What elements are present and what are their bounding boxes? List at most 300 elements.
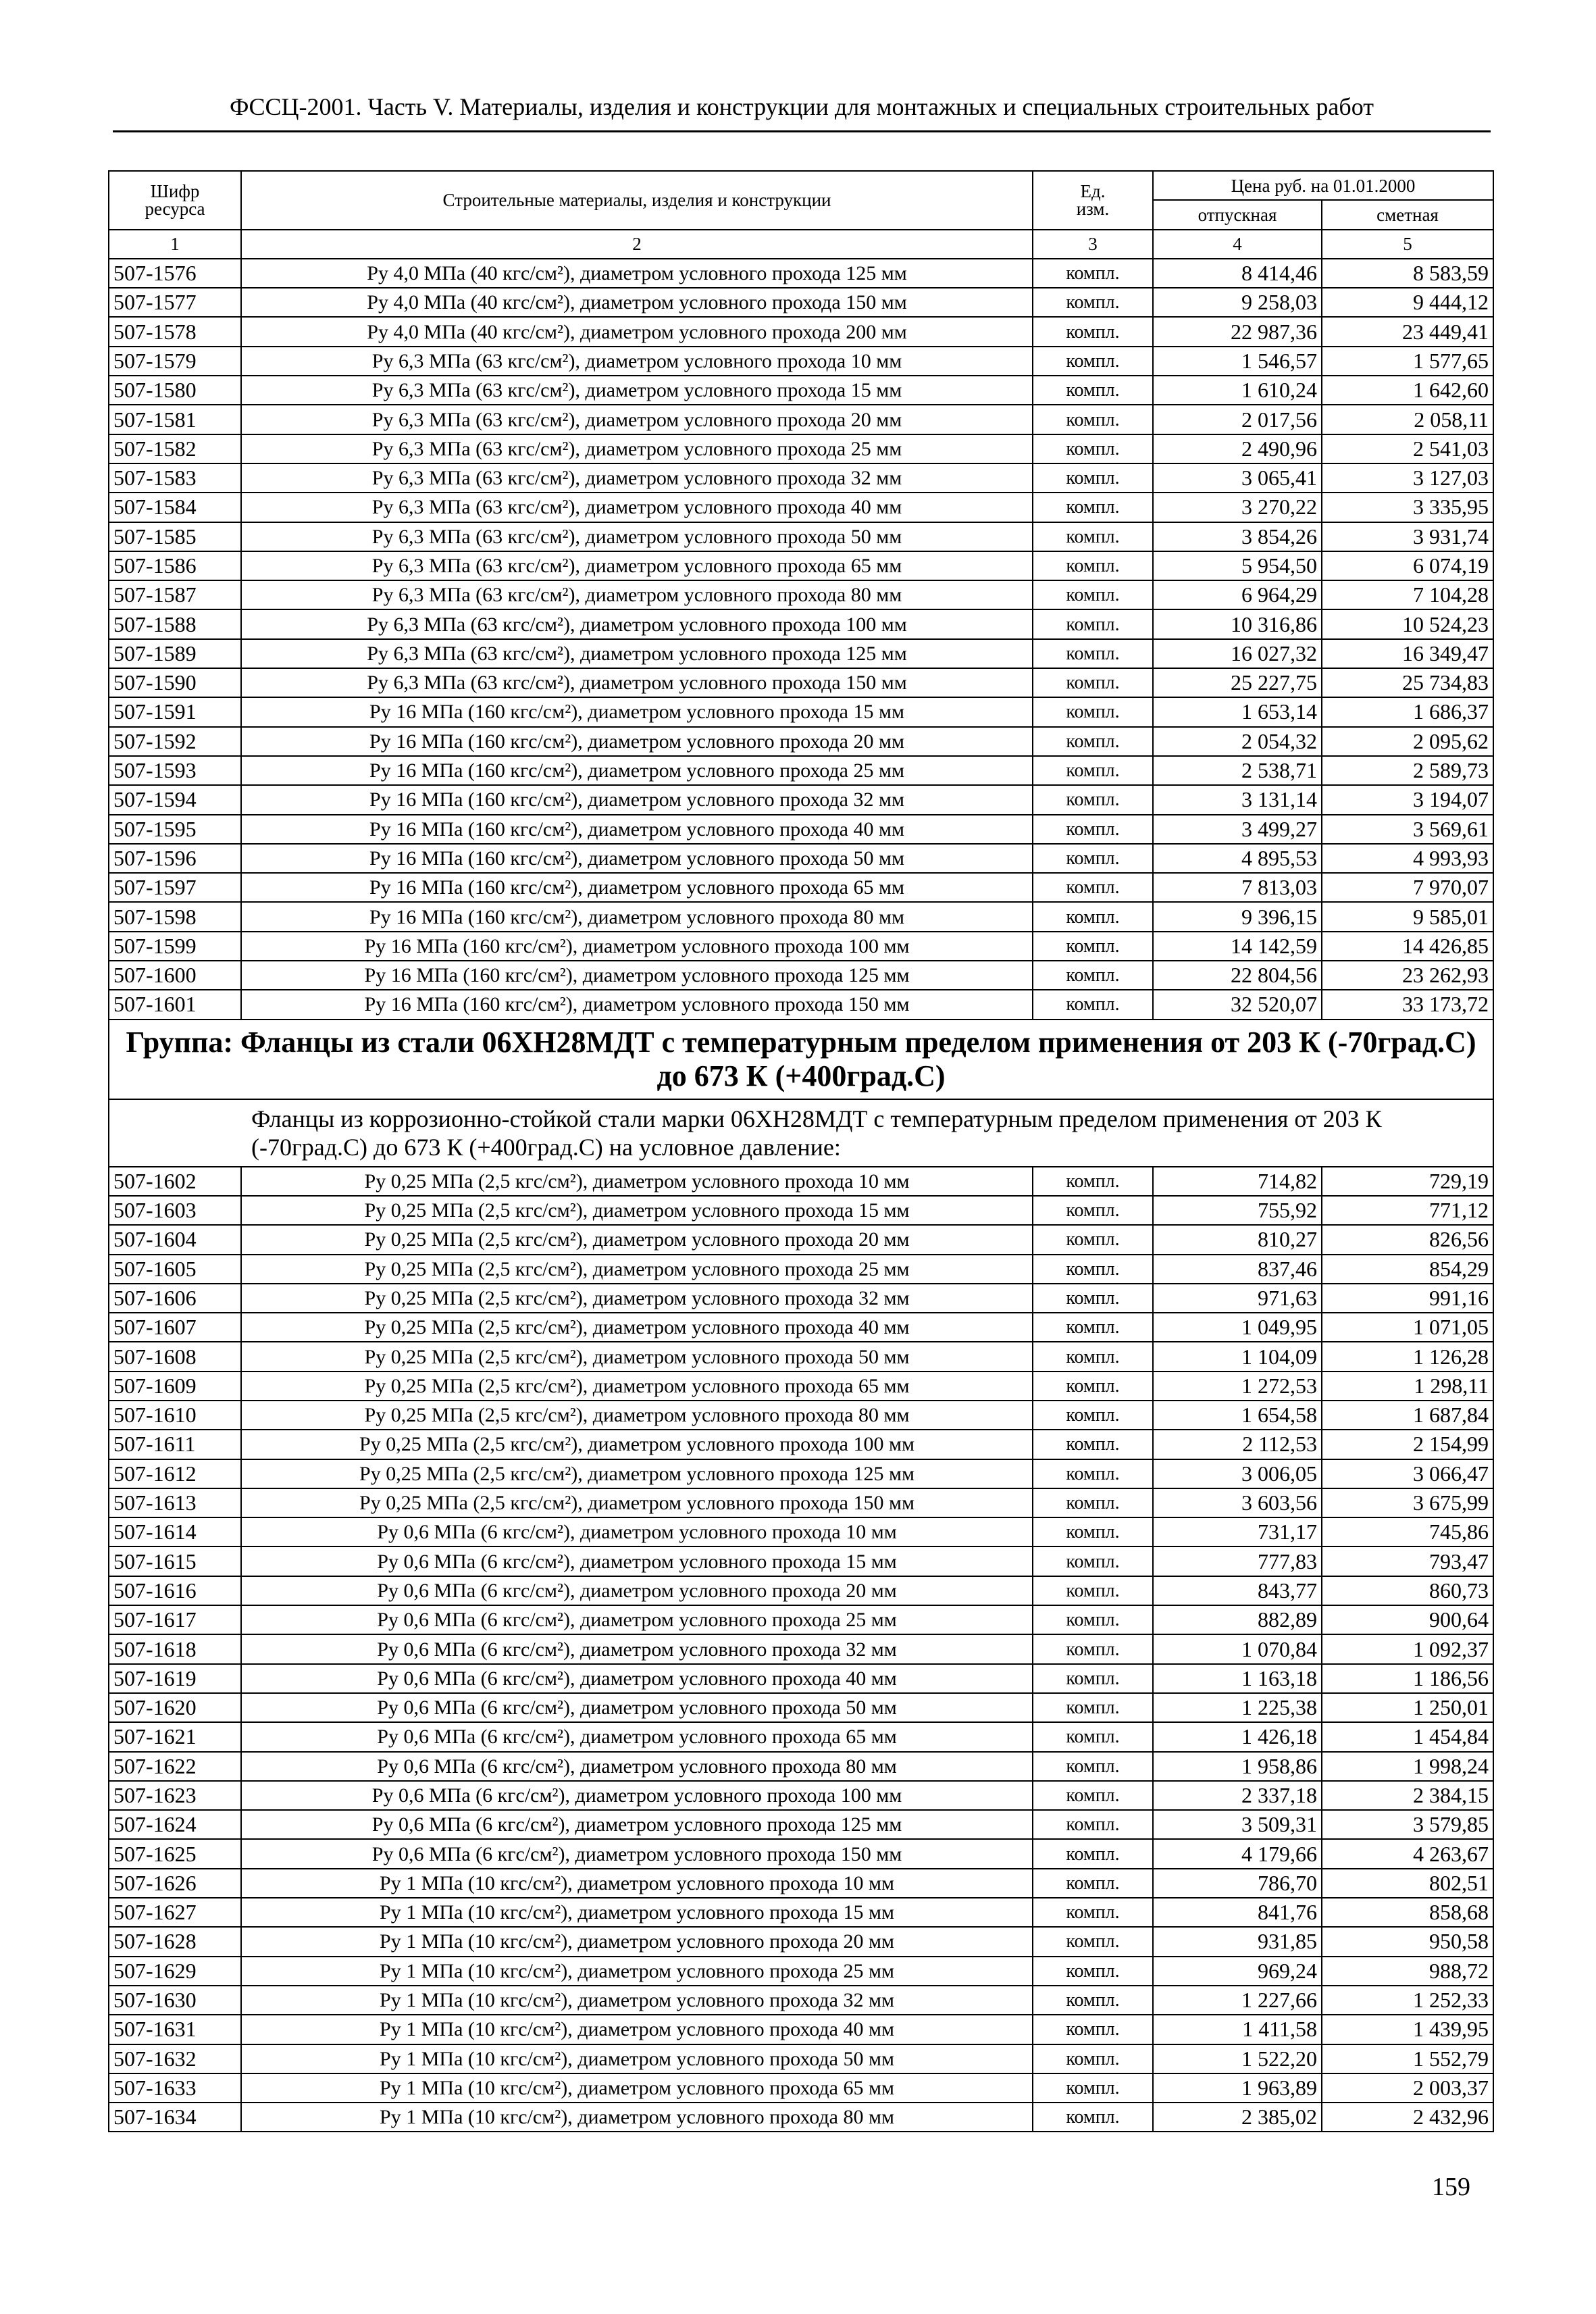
estimate-price-cell: 2 058,11 [1322,405,1493,434]
material-name-cell: Ру 16 МПа (160 кгс/см²), диаметром условного прохода 25 мм [241,756,1033,785]
unit-cell: компл. [1033,1781,1153,1810]
material-name-cell: Ру 0,25 МПа (2,5 кгс/см²), диаметром условного прохода 10 мм [241,1167,1033,1196]
material-name-cell: Ру 16 МПа (160 кгс/см²), диаметром условного прохода 15 мм [241,697,1033,726]
resource-code-cell: 507-1592 [109,727,241,756]
material-name-cell: Ру 6,3 МПа (63 кгс/см²), диаметром условного прохода 80 мм [241,580,1033,609]
release-price-cell: 2 385,02 [1153,2103,1322,2132]
material-name-cell: Ру 1 МПа (10 кгс/см²), диаметром условного прохода 40 мм [241,2015,1033,2044]
unit-cell: компл. [1033,609,1153,638]
table-row [109,405,1493,434]
resource-code-cell: 507-1599 [109,932,241,961]
resource-code-cell: 507-1634 [109,2103,241,2132]
resource-code-cell: 507-1611 [109,1430,241,1459]
release-price-cell: 9 396,15 [1153,902,1322,931]
unit-cell: компл. [1033,785,1153,814]
resource-code-cell: 507-1612 [109,1459,241,1488]
estimate-price-cell: 1 298,11 [1322,1372,1493,1401]
resource-code-cell: 507-1618 [109,1634,241,1663]
table-row [109,1605,1493,1634]
estimate-price-cell: 16 349,47 [1322,639,1493,668]
resource-code-cell: 507-1632 [109,2044,241,2073]
material-name-cell: Ру 0,25 МПа (2,5 кгс/см²), диаметром условного прохода 80 мм [241,1401,1033,1430]
material-name-cell: Ру 0,6 МПа (6 кгс/см²), диаметром условного прохода 125 мм [241,1810,1033,1839]
unit-cell: компл. [1033,1927,1153,1956]
release-price-cell: 5 954,50 [1153,551,1322,580]
material-name-cell: Ру 16 МПа (160 кгс/см²), диаметром условного прохода 32 мм [241,785,1033,814]
table-row [109,1255,1493,1284]
table-row [109,1284,1493,1313]
estimate-price-cell: 1 577,65 [1322,347,1493,376]
resource-code-cell: 507-1584 [109,493,241,522]
resource-code-cell: 507-1598 [109,902,241,931]
unit-cell: компл. [1033,1517,1153,1546]
unit-cell: компл. [1033,1372,1153,1401]
release-price-cell: 1 227,66 [1153,1986,1322,2015]
resource-code-cell: 507-1589 [109,639,241,668]
resource-code-cell: 507-1602 [109,1167,241,1196]
material-name-cell: Ру 1 МПа (10 кгс/см²), диаметром условного прохода 10 мм [241,1869,1033,1898]
table-row [109,259,1493,288]
unit-cell: компл. [1033,902,1153,931]
unit-cell: компл. [1033,493,1153,522]
resource-code-cell: 507-1576 [109,259,241,288]
unit-cell: компл. [1033,1313,1153,1342]
column-index: 1 [109,230,241,259]
estimate-price-cell: 950,58 [1322,1927,1493,1956]
estimate-price-cell: 6 074,19 [1322,551,1493,580]
unit-cell: компл. [1033,405,1153,434]
material-name-cell: Ру 6,3 МПа (63 кгс/см²), диаметром условного прохода 32 мм [241,463,1033,493]
estimate-price-cell: 2 154,99 [1322,1430,1493,1459]
unit-cell: компл. [1033,2015,1153,2044]
estimate-price-cell: 1 126,28 [1322,1342,1493,1371]
release-price-cell: 777,83 [1153,1546,1322,1576]
material-name-cell: Ру 0,6 МПа (6 кгс/см²), диаметром условного прохода 32 мм [241,1634,1033,1663]
table-row [109,376,1493,405]
resource-code-cell: 507-1578 [109,317,241,346]
release-price-cell: 32 520,07 [1153,990,1322,1019]
unit-cell: компл. [1033,1664,1153,1693]
release-price-cell: 3 499,27 [1153,815,1322,844]
table-row [109,288,1493,317]
unit-cell: компл. [1033,1225,1153,1254]
header-divider [113,130,1491,132]
release-price-cell: 731,17 [1153,1517,1322,1546]
estimate-price-cell: 7 970,07 [1322,873,1493,902]
estimate-price-cell: 1 687,84 [1322,1401,1493,1430]
estimate-price-cell: 3 931,74 [1322,522,1493,551]
unit-cell: компл. [1033,932,1153,961]
material-name-cell: Ру 0,25 МПа (2,5 кгс/см²), диаметром условного прохода 150 мм [241,1488,1033,1517]
estimate-price-cell: 2 095,62 [1322,727,1493,756]
resource-code-cell: 507-1607 [109,1313,241,1342]
table-row [109,815,1493,844]
unit-cell: компл. [1033,1546,1153,1576]
material-name-cell: Ру 6,3 МПа (63 кгс/см²), диаметром условного прохода 150 мм [241,668,1033,697]
table-row [109,1693,1493,1722]
table-row [109,902,1493,931]
resource-code-cell: 507-1616 [109,1576,241,1605]
unit-cell: компл. [1033,259,1153,288]
estimate-price-cell: 802,51 [1322,1869,1493,1898]
unit-cell: компл. [1033,756,1153,785]
unit-cell: компл. [1033,1810,1153,1839]
estimate-price-cell: 826,56 [1322,1225,1493,1254]
unit-cell: компл. [1033,1634,1153,1663]
material-name-cell: Ру 0,6 МПа (6 кгс/см²), диаметром условного прохода 10 мм [241,1517,1033,1546]
unit-cell: компл. [1033,727,1153,756]
material-name-cell: Ру 16 МПа (160 кгс/см²), диаметром условного прохода 20 мм [241,727,1033,756]
release-price-cell: 22 804,56 [1153,961,1322,990]
estimate-price-cell: 14 426,85 [1322,932,1493,961]
estimate-price-cell: 2 003,37 [1322,2073,1493,2103]
group-description: Фланцы из коррозионно-стойкой стали марки 06ХН28МДТ с температурным пределом применения от 203 К (-70град.С) до 673 К (+400град.С) на условное давление: [109,1099,1493,1167]
resource-code-cell: 507-1582 [109,434,241,463]
unit-cell: компл. [1033,1488,1153,1517]
material-name-cell: Ру 1 МПа (10 кгс/см²), диаметром условного прохода 65 мм [241,2073,1033,2103]
estimate-price-cell: 9 585,01 [1322,902,1493,931]
unit-cell: компл. [1033,376,1153,405]
resource-code-cell: 507-1620 [109,1693,241,1722]
unit-cell: компл. [1033,1459,1153,1488]
estimate-price-cell: 745,86 [1322,1517,1493,1546]
resource-code-cell: 507-1585 [109,522,241,551]
unit-cell: компл. [1033,522,1153,551]
material-name-cell: Ру 6,3 МПа (63 кгс/см²), диаметром условного прохода 25 мм [241,434,1033,463]
release-price-cell: 3 854,26 [1153,522,1322,551]
table-row [109,1781,1493,1810]
table-row [109,1342,1493,1371]
material-name-cell: Ру 6,3 МПа (63 кгс/см²), диаметром условного прохода 50 мм [241,522,1033,551]
estimate-price-cell: 1 439,95 [1322,2015,1493,2044]
release-price-cell: 1 272,53 [1153,1372,1322,1401]
column-index: 3 [1033,230,1153,259]
release-price-cell: 2 112,53 [1153,1430,1322,1459]
release-price-cell: 16 027,32 [1153,639,1322,668]
column-header-code-line1: Шифр [150,181,200,202]
resource-code-cell: 507-1579 [109,347,241,376]
material-name-cell: Ру 6,3 МПа (63 кгс/см²), диаметром условного прохода 20 мм [241,405,1033,434]
column-header-release: отпускная [1153,200,1322,229]
table-row [109,1196,1493,1225]
release-price-cell: 2 337,18 [1153,1781,1322,1810]
material-name-cell: Ру 4,0 МПа (40 кгс/см²), диаметром условного прохода 125 мм [241,259,1033,288]
release-price-cell: 6 964,29 [1153,580,1322,609]
resource-code-cell: 507-1604 [109,1225,241,1254]
table-row [109,1488,1493,1517]
estimate-price-cell: 2 589,73 [1322,756,1493,785]
column-header-unit-line2: изм. [1076,199,1110,220]
release-price-cell: 1 654,58 [1153,1401,1322,1430]
table-row [109,580,1493,609]
resource-code-cell: 507-1610 [109,1401,241,1430]
material-name-cell: Ру 16 МПа (160 кгс/см²), диаметром условного прохода 40 мм [241,815,1033,844]
resource-code-cell: 507-1630 [109,1986,241,2015]
table-row [109,1722,1493,1751]
group-description-row [109,1099,1493,1167]
release-price-cell: 714,82 [1153,1167,1322,1196]
table-row [109,990,1493,1019]
release-price-cell: 971,63 [1153,1284,1322,1313]
estimate-price-cell: 900,64 [1322,1605,1493,1634]
unit-cell: компл. [1033,288,1153,317]
resource-code-cell: 507-1600 [109,961,241,990]
release-price-cell: 882,89 [1153,1605,1322,1634]
material-name-cell: Ру 0,25 МПа (2,5 кгс/см²), диаметром условного прохода 32 мм [241,1284,1033,1313]
unit-cell: компл. [1033,434,1153,463]
unit-cell: компл. [1033,580,1153,609]
material-name-cell: Ру 6,3 МПа (63 кгс/см²), диаметром условного прохода 65 мм [241,551,1033,580]
table-row [109,1752,1493,1781]
column-header-unit [1033,171,1153,230]
material-name-cell: Ру 0,6 МПа (6 кгс/см²), диаметром условного прохода 15 мм [241,1546,1033,1576]
material-name-cell: Ру 0,6 МПа (6 кгс/см²), диаметром условного прохода 20 мм [241,1576,1033,1605]
estimate-price-cell: 4 993,93 [1322,844,1493,873]
release-price-cell: 1 411,58 [1153,2015,1322,2044]
material-name-cell: Ру 0,6 МПа (6 кгс/см²), диаметром условного прохода 40 мм [241,1664,1033,1693]
unit-cell: компл. [1033,2103,1153,2132]
estimate-price-cell: 4 263,67 [1322,1839,1493,1868]
release-price-cell: 755,92 [1153,1196,1322,1225]
table-row [109,1927,1493,1956]
table-row [109,873,1493,902]
table-row [109,1459,1493,1488]
unit-cell: компл. [1033,1401,1153,1430]
estimate-price-cell: 1 642,60 [1322,376,1493,405]
release-price-cell: 786,70 [1153,1869,1322,1898]
table-row [109,2073,1493,2103]
unit-cell: компл. [1033,1898,1153,1927]
estimate-price-cell: 33 173,72 [1322,990,1493,1019]
unit-cell: компл. [1033,873,1153,902]
resource-code-cell: 507-1606 [109,1284,241,1313]
material-name-cell: Ру 0,25 МПа (2,5 кгс/см²), диаметром условного прохода 65 мм [241,1372,1033,1401]
release-price-cell: 1 522,20 [1153,2044,1322,2073]
estimate-price-cell: 2 541,03 [1322,434,1493,463]
resource-code-cell: 507-1603 [109,1196,241,1225]
unit-cell: компл. [1033,990,1153,1019]
table-row [109,1576,1493,1605]
table-row [109,1313,1493,1342]
release-price-cell: 1 653,14 [1153,697,1322,726]
estimate-price-cell: 793,47 [1322,1546,1493,1576]
resource-code-cell: 507-1594 [109,785,241,814]
material-name-cell: Ру 16 МПа (160 кгс/см²), диаметром условного прохода 50 мм [241,844,1033,873]
estimate-price-cell: 1 071,05 [1322,1313,1493,1342]
release-price-cell: 8 414,46 [1153,259,1322,288]
table-row [109,932,1493,961]
resource-code-cell: 507-1609 [109,1372,241,1401]
material-name-cell: Ру 0,25 МПа (2,5 кгс/см²), диаметром условного прохода 20 мм [241,1225,1033,1254]
estimate-price-cell: 988,72 [1322,1957,1493,1986]
resource-code-cell: 507-1614 [109,1517,241,1546]
release-price-cell: 4 895,53 [1153,844,1322,873]
unit-cell: компл. [1033,1255,1153,1284]
table-row [109,639,1493,668]
release-price-cell: 2 017,56 [1153,405,1322,434]
table-row [109,463,1493,493]
release-price-cell: 931,85 [1153,1927,1322,1956]
resource-code-cell: 507-1621 [109,1722,241,1751]
material-name-cell: Ру 0,6 МПа (6 кгс/см²), диаметром условного прохода 150 мм [241,1839,1033,1868]
unit-cell: компл. [1033,815,1153,844]
release-price-cell: 25 227,75 [1153,668,1322,697]
table-row [109,522,1493,551]
table-header-row [109,171,1493,200]
material-name-cell: Ру 4,0 МПа (40 кгс/см²), диаметром условного прохода 200 мм [241,317,1033,346]
resource-code-cell: 507-1633 [109,2073,241,2103]
resource-code-cell: 507-1628 [109,1927,241,1956]
release-price-cell: 9 258,03 [1153,288,1322,317]
unit-cell: компл. [1033,639,1153,668]
resource-code-cell: 507-1627 [109,1898,241,1927]
material-name-cell: Ру 16 МПа (160 кгс/см²), диаметром условного прохода 80 мм [241,902,1033,931]
release-price-cell: 969,24 [1153,1957,1322,1986]
material-name-cell: Ру 1 МПа (10 кгс/см²), диаметром условного прохода 25 мм [241,1957,1033,1986]
estimate-price-cell: 23 262,93 [1322,961,1493,990]
page-header-title: ФССЦ-2001. Часть V. Материалы, изделия и конструкции для монтажных и специальных строительных работ [230,93,1374,120]
estimate-price-cell: 1 092,37 [1322,1634,1493,1663]
estimate-price-cell: 991,16 [1322,1284,1493,1313]
unit-cell: компл. [1033,463,1153,493]
estimate-price-cell: 9 444,12 [1322,288,1493,317]
estimate-price-cell: 2 432,96 [1322,2103,1493,2132]
estimate-price-cell: 3 194,07 [1322,785,1493,814]
unit-cell: компл. [1033,697,1153,726]
resource-code-cell: 507-1577 [109,288,241,317]
table-row [109,1225,1493,1254]
release-price-cell: 14 142,59 [1153,932,1322,961]
material-name-cell: Ру 16 МПа (160 кгс/см²), диаметром условного прохода 100 мм [241,932,1033,961]
table-row [109,961,1493,990]
resource-code-cell: 507-1623 [109,1781,241,1810]
table-row [109,727,1493,756]
release-price-cell: 1 163,18 [1153,1664,1322,1693]
table-row [109,1372,1493,1401]
table-row [109,1869,1493,1898]
table-row [109,785,1493,814]
estimate-price-cell: 23 449,41 [1322,317,1493,346]
material-name-cell: Ру 0,6 МПа (6 кгс/см²), диаметром условного прохода 100 мм [241,1781,1033,1810]
material-name-cell: Ру 0,25 МПа (2,5 кгс/см²), диаметром условного прохода 100 мм [241,1430,1033,1459]
material-name-cell: Ру 0,6 МПа (6 кгс/см²), диаметром условного прохода 50 мм [241,1693,1033,1722]
resource-code-cell: 507-1587 [109,580,241,609]
unit-cell: компл. [1033,1284,1153,1313]
resource-code-cell: 507-1580 [109,376,241,405]
estimate-price-cell: 1 998,24 [1322,1752,1493,1781]
estimate-price-cell: 25 734,83 [1322,668,1493,697]
table-row [109,1898,1493,1927]
resource-code-cell: 507-1615 [109,1546,241,1576]
release-price-cell: 3 509,31 [1153,1810,1322,1839]
material-name-cell: Ру 4,0 МПа (40 кгс/см²), диаметром условного прохода 150 мм [241,288,1033,317]
material-name-cell: Ру 16 МПа (160 кгс/см²), диаметром условного прохода 65 мм [241,873,1033,902]
estimate-price-cell: 771,12 [1322,1196,1493,1225]
estimate-price-cell: 729,19 [1322,1167,1493,1196]
material-name-cell: Ру 1 МПа (10 кгс/см²), диаметром условного прохода 50 мм [241,2044,1033,2073]
resource-code-cell: 507-1591 [109,697,241,726]
table-row [109,317,1493,346]
release-price-cell: 1 225,38 [1153,1693,1322,1722]
column-index-row [109,230,1493,259]
unit-cell: компл. [1033,2044,1153,2073]
material-name-cell: Ру 6,3 МПа (63 кгс/см²), диаметром условного прохода 15 мм [241,376,1033,405]
material-name-cell: Ру 6,3 МПа (63 кгс/см²), диаметром условного прохода 40 мм [241,493,1033,522]
material-name-cell: Ру 0,6 МПа (6 кгс/см²), диаметром условного прохода 25 мм [241,1605,1033,1634]
resource-code-cell: 507-1622 [109,1752,241,1781]
resource-code-cell: 507-1595 [109,815,241,844]
table-row [109,1986,1493,2015]
estimate-price-cell: 858,68 [1322,1898,1493,1927]
material-name-cell: Ру 0,25 МПа (2,5 кгс/см²), диаметром условного прохода 25 мм [241,1255,1033,1284]
release-price-cell: 3 006,05 [1153,1459,1322,1488]
estimate-price-cell: 3 127,03 [1322,463,1493,493]
unit-cell: компл. [1033,1693,1153,1722]
material-name-cell: Ру 6,3 МПа (63 кгс/см²), диаметром условного прохода 100 мм [241,609,1033,638]
unit-cell: компл. [1033,347,1153,376]
material-name-cell: Ру 0,25 МПа (2,5 кгс/см²), диаметром условного прохода 15 мм [241,1196,1033,1225]
column-index: 4 [1153,230,1322,259]
release-price-cell: 843,77 [1153,1576,1322,1605]
table-row [109,697,1493,726]
table-row [109,551,1493,580]
group-heading-row [109,1020,1493,1099]
estimate-price-cell: 860,73 [1322,1576,1493,1605]
column-header-estimate: сметная [1322,200,1493,229]
release-price-cell: 1 104,09 [1153,1342,1322,1371]
resource-code-cell: 507-1581 [109,405,241,434]
table-row [109,1167,1493,1196]
estimate-price-cell: 1 686,37 [1322,697,1493,726]
unit-cell: компл. [1033,1986,1153,2015]
table-row [109,1839,1493,1868]
table-row [109,609,1493,638]
resource-code-cell: 507-1608 [109,1342,241,1371]
material-name-cell: Ру 1 МПа (10 кгс/см²), диаметром условного прохода 15 мм [241,1898,1033,1927]
release-price-cell: 2 490,96 [1153,434,1322,463]
column-header-unit-line1: Ед. [1080,181,1106,202]
estimate-price-cell: 1 250,01 [1322,1693,1493,1722]
unit-cell: компл. [1033,1167,1153,1196]
estimate-price-cell: 3 066,47 [1322,1459,1493,1488]
table-row [109,347,1493,376]
estimate-price-cell: 1 454,84 [1322,1722,1493,1751]
resource-code-cell: 507-1613 [109,1488,241,1517]
material-name-cell: Ру 6,3 МПа (63 кгс/см²), диаметром условного прохода 10 мм [241,347,1033,376]
resource-code-cell: 507-1631 [109,2015,241,2044]
resource-code-cell: 507-1596 [109,844,241,873]
resource-code-cell: 507-1601 [109,990,241,1019]
estimate-price-cell: 1 186,56 [1322,1664,1493,1693]
resource-code-cell: 507-1619 [109,1664,241,1693]
table-row [109,756,1493,785]
group-title: Группа: Фланцы из стали 06ХН28МДТ с температурным пределом применения от 203 К (-70град.С) до 673 К (+400град.С) [109,1020,1493,1099]
unit-cell: компл. [1033,1722,1153,1751]
resource-code-cell: 507-1629 [109,1957,241,1986]
unit-cell: компл. [1033,961,1153,990]
estimate-price-cell: 854,29 [1322,1255,1493,1284]
column-header-name: Строительные материалы, изделия и конструкции [241,171,1033,230]
table-row [109,493,1493,522]
unit-cell: компл. [1033,1869,1153,1898]
unit-cell: компл. [1033,1839,1153,1868]
unit-cell: компл. [1033,317,1153,346]
resource-code-cell: 507-1626 [109,1869,241,1898]
table-row [109,434,1493,463]
estimate-price-cell: 1 252,33 [1322,1986,1493,2015]
material-name-cell: Ру 1 МПа (10 кгс/см²), диаметром условного прохода 32 мм [241,1986,1033,2015]
resource-code-cell: 507-1624 [109,1810,241,1839]
